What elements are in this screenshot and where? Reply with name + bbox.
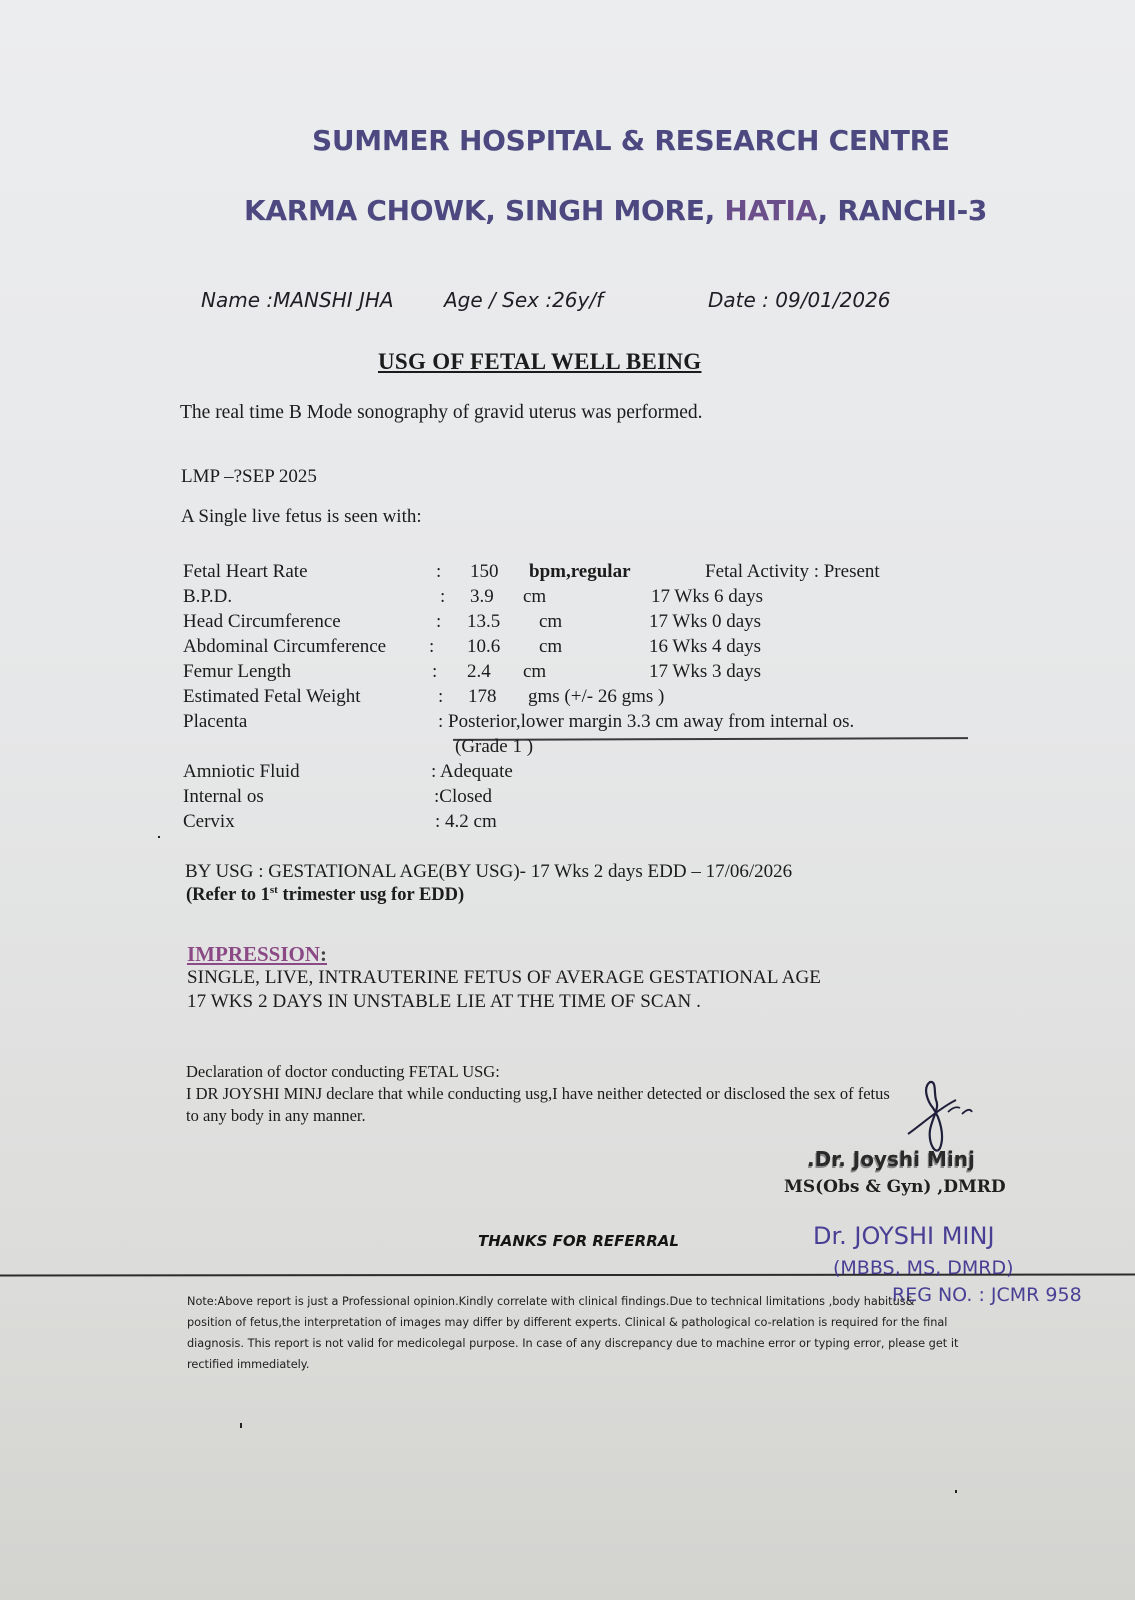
measurement-value: 13.5 <box>467 611 501 632</box>
stamp-degrees: (MBBS, MS, DMRD) <box>833 1257 1014 1279</box>
measurement-label: Estimated Fetal Weight <box>183 686 361 707</box>
measurement-extra: 17 Wks 0 days <box>649 611 762 632</box>
impression-heading-text: IMPRESSION <box>187 942 321 966</box>
measurement-extra: 17 Wks 6 days <box>651 586 764 607</box>
report-title: USG OF FETAL WELL BEING <box>378 349 702 374</box>
hospital-address <box>244 194 987 227</box>
measurement-colon: : <box>436 561 442 582</box>
edd-refer-note <box>186 884 464 906</box>
measurement-unit: cm <box>523 661 547 682</box>
measurement-value: 150 <box>470 561 499 582</box>
hospital-name: SUMMER HOSPITAL & RESEARCH CENTRE <box>312 124 950 157</box>
doctor-signature-name: .Dr. Joyshi Minj <box>807 1147 975 1171</box>
refer-suffix: trimester usg for EDD) <box>277 885 465 906</box>
measurement-value: 10.6 <box>467 636 501 657</box>
disclaimer-note <box>187 1291 1017 1375</box>
measurement-unit: cm <box>523 586 547 607</box>
placenta-value: : Posterior,lower margin 3.3 cm away from internal os. <box>438 711 855 732</box>
measurement-value: 2.4 <box>467 661 491 682</box>
measurement-label: Femur Length <box>183 661 292 682</box>
address-part-1: KARMA CHOWK, SINGH MORE, <box>244 194 725 227</box>
placenta-grade: (Grade 1 ) <box>455 736 534 757</box>
finding-label: Cervix <box>183 811 235 832</box>
refer-sup: st <box>269 884 278 896</box>
finding-value: : 4.2 cm <box>435 811 497 832</box>
paper-speck <box>955 1490 957 1493</box>
impression-heading <box>187 942 327 967</box>
declaration-line-1: I DR JOYSHI MINJ declare that while conducting usg,I have neither detected or disclosed the sex of fetus <box>186 1084 890 1103</box>
measurement-unit: cm <box>539 636 563 657</box>
measurement-label: Fetal Heart Rate <box>183 561 308 582</box>
measurement-colon: : <box>432 661 438 682</box>
measurement-label: Abdominal Circumference <box>183 636 387 657</box>
note-line-2: position of fetus,the interpretation of images may differ by different experts. Clinical & pathological co-relation is required for the final <box>187 1316 948 1329</box>
patient-name: Name :MANSHI JHA <box>201 288 394 312</box>
declaration-heading: Declaration of doctor conducting FETAL USG: <box>186 1062 500 1081</box>
measurement-value: 178 <box>468 686 497 707</box>
impression-colon: : <box>320 942 328 966</box>
note-line-4: rectified immediately. <box>187 1358 310 1371</box>
measurement-unit: gms (+/- 26 gms ) <box>528 686 665 707</box>
measurement-value: 3.9 <box>470 586 494 607</box>
report-date: Date : 09/01/2026 <box>708 288 891 312</box>
measurement-colon: : <box>438 686 444 707</box>
measurement-colon: : <box>440 586 446 607</box>
finding-label: Amniotic Fluid <box>183 761 300 782</box>
impression-line-1: SINGLE, LIVE, INTRAUTERINE FETUS OF AVERAGE GESTATIONAL AGE <box>187 967 821 988</box>
finding-value: :Closed <box>434 786 493 807</box>
paper-speck <box>158 836 160 838</box>
measurement-extra: 17 Wks 3 days <box>649 661 762 682</box>
measurement-extra: 16 Wks 4 days <box>649 636 762 657</box>
gestational-age-line: BY USG : GESTATIONAL AGE(BY USG)- 17 Wks 2 days EDD – 17/06/2026 <box>185 861 793 882</box>
finding-value: : Adequate <box>431 761 513 782</box>
measurement-label: Head Circumference <box>183 611 341 632</box>
intro-text: The real time B Mode sonography of gravid uterus was performed. <box>180 402 703 423</box>
finding-label: Internal os <box>183 786 264 807</box>
patient-age-sex: Age / Sex :26y/f <box>444 288 604 312</box>
address-part-3: , RANCHI-3 <box>817 194 988 227</box>
handwritten-signature <box>900 1078 990 1158</box>
paper-speck <box>240 1423 242 1428</box>
measurement-colon: : <box>429 636 435 657</box>
note-line-3: diagnosis. This report is not valid for medicolegal purpose. In case of any discrepancy due to machine error or typing error, please get it <box>187 1337 959 1350</box>
fetus-line: A Single live fetus is seen with: <box>181 506 422 527</box>
impression-line-2: 17 WKS 2 DAYS IN UNSTABLE LIE AT THE TIME OF SCAN . <box>187 991 701 1012</box>
measurement-label: B.P.D. <box>183 586 233 607</box>
note-line-1: Note:Above report is just a Professional opinion.Kindly correlate with clinical findings.Due to technical limitations ,body habitus& <box>187 1295 915 1308</box>
declaration-line-2: to any body in any manner. <box>186 1106 366 1125</box>
lmp-text: LMP –?SEP 2025 <box>181 466 317 487</box>
doctor-qualification: MS(Obs & Gyn) ,DMRD <box>784 1177 1006 1197</box>
address-part-2: HATIA <box>724 194 818 227</box>
stamp-registration: REG NO. : JCMR 958 <box>892 1284 1082 1306</box>
measurement-unit: cm <box>539 611 563 632</box>
placenta-label: Placenta <box>183 711 248 732</box>
thanks-for-referral: THANKS FOR REFERRAL <box>478 1232 679 1250</box>
refer-prefix: (Refer to 1 <box>186 885 270 906</box>
measurement-colon: : <box>436 611 442 632</box>
measurement-extra: Fetal Activity : Present <box>705 561 880 582</box>
measurement-unit: bpm,regular <box>529 561 631 582</box>
stamp-doctor-name: Dr. JOYSHI MINJ <box>813 1222 995 1250</box>
